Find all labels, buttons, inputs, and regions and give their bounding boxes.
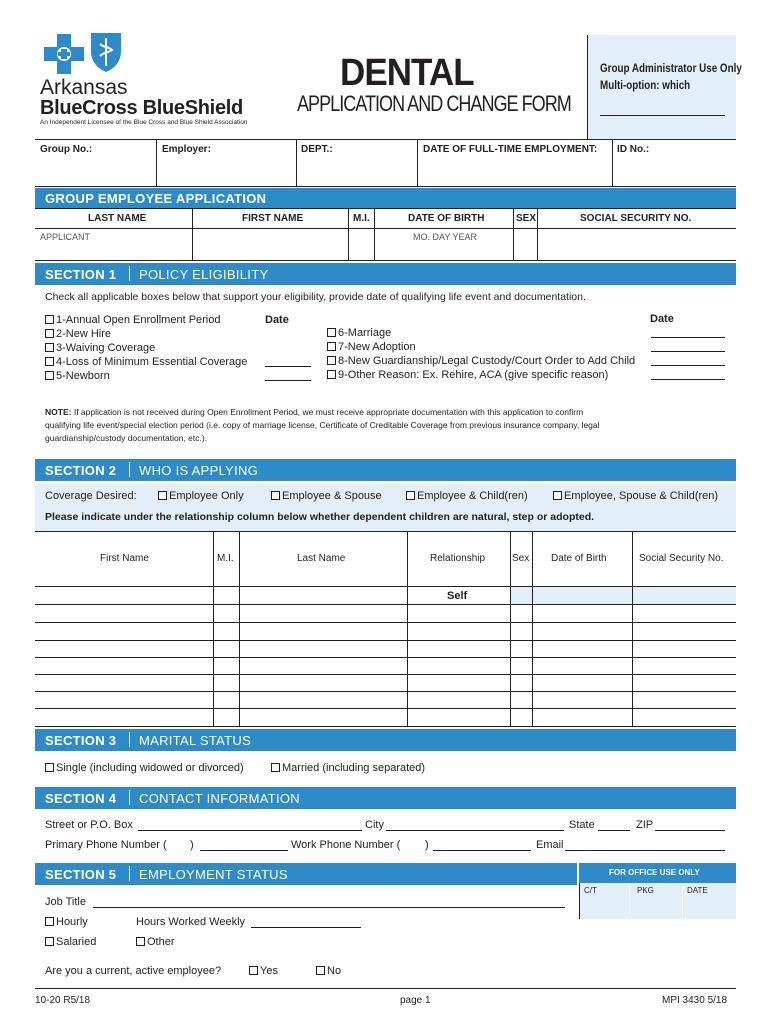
dep-col-dob: Date of Birth xyxy=(551,553,607,564)
coverage-label: Coverage Desired: xyxy=(45,490,137,502)
form-title: DENTAL xyxy=(340,52,474,94)
eligibility-option-9-label: 9-Other Reason: Ex. Rehire, ACA (give specific reason) xyxy=(338,369,609,381)
divider xyxy=(296,139,297,186)
eligibility-option-4-label: 4-Loss of Minimum Essential Coverage xyxy=(56,356,248,368)
rule xyxy=(35,208,736,209)
checkbox[interactable] xyxy=(45,917,54,926)
rule xyxy=(129,866,130,881)
admin-box xyxy=(587,35,742,139)
eligibility-option-6-label: 6-Marriage xyxy=(338,327,392,339)
note-line-0 xyxy=(45,406,735,419)
section2-num: SECTION 2 xyxy=(45,463,117,478)
primary-paren-close: ) xyxy=(190,839,194,851)
section2-title: WHO IS APPLYING xyxy=(139,463,259,478)
city-label: City xyxy=(365,819,384,831)
zip-label: ZIP xyxy=(636,819,654,831)
self-ssn-shade xyxy=(510,587,736,604)
checkbox[interactable] xyxy=(316,966,325,975)
rule xyxy=(129,462,130,477)
zip-field[interactable] xyxy=(655,830,725,831)
checkbox[interactable] xyxy=(158,491,167,500)
coverage-employee-spouse[interactable] xyxy=(271,490,382,502)
hourly-label: Hourly xyxy=(56,916,88,928)
eligibility-option-7-label: 7-New Adoption xyxy=(338,341,416,353)
rule xyxy=(35,726,736,727)
primary-phone-label: Primary Phone Number ( xyxy=(45,839,167,851)
checkbox[interactable] xyxy=(327,370,336,379)
employee-app-header xyxy=(35,188,736,208)
rule xyxy=(129,266,130,281)
employer-label: Employer: xyxy=(162,144,211,155)
divider xyxy=(213,531,214,726)
hours-worked-label: Hours Worked Weekly xyxy=(136,916,246,928)
divider xyxy=(348,208,349,260)
divider xyxy=(417,139,418,186)
col-ssn: SOCIAL SECURITY NO. xyxy=(580,213,692,224)
date-employment-label: DATE OF FULL-TIME EMPLOYMENT: xyxy=(423,144,598,155)
group-no-label: Group No.: xyxy=(40,144,93,155)
state-field[interactable] xyxy=(598,830,630,831)
salaried-label: Salaried xyxy=(56,936,97,948)
eligibility-option-4[interactable] xyxy=(45,356,247,368)
marital-married[interactable] xyxy=(271,762,425,774)
rule xyxy=(35,708,736,709)
section3-header xyxy=(35,729,736,751)
other-option[interactable] xyxy=(136,936,175,948)
group-row-bottom xyxy=(35,186,736,187)
eligibility-option-3-label: 3-Waiving Coverage xyxy=(56,342,156,354)
dep-col-relationship: Relationship xyxy=(430,553,486,564)
rule xyxy=(35,640,736,641)
marital-single-label: Single (including widowed or divorced) xyxy=(56,762,244,774)
checkbox[interactable] xyxy=(327,328,336,337)
section4-title: CONTACT INFORMATION xyxy=(139,791,300,806)
salaried-option[interactable] xyxy=(45,936,96,948)
checkbox[interactable] xyxy=(136,937,145,946)
job-title-field[interactable] xyxy=(93,907,565,908)
street-field[interactable] xyxy=(138,830,362,831)
coverage-employee-only-label: Employee Only xyxy=(169,490,244,502)
section3-num: SECTION 3 xyxy=(45,733,117,748)
date-field-6[interactable] xyxy=(651,337,725,338)
checkbox[interactable] xyxy=(271,763,280,772)
self-label: Self xyxy=(447,590,468,602)
checkbox[interactable] xyxy=(271,491,280,500)
eligibility-option-8-label: 8-New Guardianship/Legal Custody/Court Order to Add Child xyxy=(338,355,636,367)
footer-form-code: 10-20 R5/18 xyxy=(35,995,91,1006)
active-yes-option[interactable] xyxy=(249,965,278,977)
coverage-employee-only[interactable] xyxy=(158,490,244,502)
office-use-fields xyxy=(579,883,736,919)
date-label-right: Date xyxy=(650,313,674,325)
logo-state: Arkansas xyxy=(40,76,128,99)
rule xyxy=(35,260,736,261)
divider xyxy=(407,531,408,726)
hours-worked-field[interactable] xyxy=(251,927,361,928)
admin-line2: Multi-option: which xyxy=(600,78,691,92)
checkbox[interactable] xyxy=(45,937,54,946)
checkbox[interactable] xyxy=(45,315,54,324)
dob-hint: MO. DAY YEAR xyxy=(413,232,478,242)
divider xyxy=(632,531,633,726)
section3-title: MARITAL STATUS xyxy=(139,733,252,748)
admin-field[interactable] xyxy=(600,115,725,116)
date-field-9[interactable] xyxy=(651,379,725,380)
marital-single[interactable] xyxy=(45,762,244,774)
date-field-4[interactable] xyxy=(265,366,311,367)
bcbs-logo xyxy=(38,28,268,128)
divider xyxy=(156,139,157,186)
note-line-1: qualifying life event/special election period (i.e. copy of marriage license, Certificate of Creditable Coverage from previous insurance company, legal xyxy=(45,420,600,430)
form-subtitle: APPLICATION AND CHANGE FORM xyxy=(297,91,571,116)
divider xyxy=(374,208,375,260)
footer-rule xyxy=(35,988,736,989)
checkbox[interactable] xyxy=(45,343,54,352)
rule xyxy=(35,228,736,229)
divider xyxy=(537,208,538,260)
blue-shield-icon xyxy=(88,30,124,74)
marital-married-label: Married (including separated) xyxy=(282,762,426,774)
note-line-2: guardianship/custody documentation, etc.). xyxy=(45,433,208,443)
checkbox[interactable] xyxy=(249,966,258,975)
dep-col-sex: Sex xyxy=(512,553,530,564)
job-title-label: Job Title xyxy=(45,896,86,908)
col-dob: DATE OF BIRTH xyxy=(408,213,485,224)
divider xyxy=(612,139,613,186)
work-phone-field[interactable] xyxy=(433,850,531,851)
blue-cross-icon xyxy=(42,32,86,76)
hourly-option[interactable] xyxy=(45,916,88,928)
divider xyxy=(239,531,240,726)
eligibility-option-6[interactable] xyxy=(327,327,391,339)
id-no-label: ID No.: xyxy=(617,144,650,155)
dep-col-ssn: Social Security No. xyxy=(639,553,724,564)
logo-name: BlueCross BlueShield xyxy=(40,97,243,119)
date-label-left: Date xyxy=(265,314,289,326)
office-use-box xyxy=(579,863,736,919)
group-row-top xyxy=(35,139,736,140)
col-sex: SEX xyxy=(516,213,537,224)
divider xyxy=(192,208,193,260)
dep-col-mi: M.I. xyxy=(217,553,234,564)
city-field[interactable] xyxy=(386,830,564,831)
checkbox[interactable] xyxy=(327,356,336,365)
admin-line1: Group Administrator Use Only xyxy=(600,61,742,75)
street-label: Street or P.O. Box xyxy=(45,819,133,831)
coverage-employee-spouse-label: Employee & Spouse xyxy=(282,490,382,502)
logo-tagline: An Independent Licensee of the Blue Cross and Blue Shield Association xyxy=(40,119,248,126)
footer-page-number: page 1 xyxy=(400,995,431,1006)
active-yes-label: Yes xyxy=(260,965,278,977)
work-paren-close: ) xyxy=(425,839,429,851)
eligibility-option-2[interactable] xyxy=(45,328,111,340)
employee-app-title: GROUP EMPLOYEE APPLICATION xyxy=(45,191,267,206)
coverage-family-label: Employee, Spouse & Child(ren) xyxy=(564,490,719,502)
date-field-7[interactable] xyxy=(651,351,725,352)
divider xyxy=(682,883,683,919)
dept-label: DEPT.: xyxy=(301,144,333,155)
rule xyxy=(35,622,736,623)
eligibility-option-1-label: 1-Annual Open Enrollment Period xyxy=(56,314,221,326)
divider xyxy=(510,531,511,726)
state-label: State xyxy=(569,819,595,831)
divider xyxy=(629,883,630,919)
eligibility-option-1[interactable] xyxy=(45,314,220,326)
section5-num: SECTION 5 xyxy=(45,867,117,882)
dep-col-first: First Name xyxy=(100,553,149,564)
office-ct: C/T xyxy=(584,886,597,895)
coverage-employee-children-label: Employee & Child(ren) xyxy=(417,490,528,502)
divider xyxy=(579,883,580,919)
primary-area-code-field[interactable] xyxy=(173,850,190,851)
date-field-8[interactable] xyxy=(651,365,725,366)
eligibility-option-9[interactable] xyxy=(327,369,608,381)
rule xyxy=(35,691,736,692)
checkbox[interactable] xyxy=(45,763,54,772)
relationship-instruction: Please indicate under the relationship column below whether dependent children are natural, step or adopted. xyxy=(45,511,595,523)
eligibility-option-5[interactable] xyxy=(45,370,110,382)
date-field-5[interactable] xyxy=(265,380,311,381)
note-text-0: If application is not received during Open Enrollment Period, we must receive appropriate documentation with this application to confirm xyxy=(73,407,584,417)
rule xyxy=(129,790,130,805)
active-employee-question: Are you a current, active employee? xyxy=(45,965,222,977)
rule xyxy=(35,531,736,532)
section2-header xyxy=(35,459,736,481)
divider xyxy=(532,531,533,726)
checkbox[interactable] xyxy=(553,491,562,500)
active-no-option[interactable] xyxy=(316,965,341,977)
col-first-name: FIRST NAME xyxy=(242,213,304,224)
office-use-title: FOR OFFICE USE ONLY xyxy=(609,868,700,877)
rule xyxy=(35,604,736,605)
section4-header xyxy=(35,787,736,809)
section1-intro: Check all applicable boxes below that support your eligibility, provide date of qualifying life event and documentation. xyxy=(45,291,586,303)
note-label: NOTE: xyxy=(45,407,72,417)
section4-num: SECTION 4 xyxy=(45,791,117,806)
rule xyxy=(35,674,736,675)
coverage-family[interactable] xyxy=(553,490,718,502)
checkbox[interactable] xyxy=(45,371,54,380)
section5-header xyxy=(35,863,577,885)
checkbox[interactable] xyxy=(406,491,415,500)
office-date: DATE xyxy=(687,886,708,895)
eligibility-option-2-label: 2-New Hire xyxy=(56,328,112,340)
divider xyxy=(513,208,514,260)
eligibility-option-5-label: 5-Newborn xyxy=(56,370,110,382)
col-last-name: LAST NAME xyxy=(88,213,147,224)
checkbox[interactable] xyxy=(327,342,336,351)
section1-note xyxy=(45,406,735,445)
rule xyxy=(35,657,736,658)
work-phone-label: Work Phone Number ( xyxy=(291,839,401,851)
footer-mpi-code: MPI 3430 5/18 xyxy=(662,995,728,1006)
email-field[interactable] xyxy=(565,850,725,851)
section1-header xyxy=(35,263,736,285)
office-pkg: PKG xyxy=(637,886,654,895)
col-mi: M.I. xyxy=(353,213,370,224)
section5-title: EMPLOYMENT STATUS xyxy=(139,867,288,882)
checkbox[interactable] xyxy=(45,329,54,338)
email-label: Email xyxy=(536,839,564,851)
active-no-label: No xyxy=(327,965,342,977)
other-label: Other xyxy=(147,936,175,948)
eligibility-option-7[interactable] xyxy=(327,341,416,353)
eligibility-option-8[interactable] xyxy=(327,355,635,367)
dep-col-last: Last Name xyxy=(297,553,346,564)
primary-phone-field[interactable] xyxy=(200,850,288,851)
checkbox[interactable] xyxy=(45,357,54,366)
coverage-employee-children[interactable] xyxy=(406,490,528,502)
section1-title: POLICY ELIGIBILITY xyxy=(139,267,269,282)
eligibility-option-3[interactable] xyxy=(45,342,155,354)
section1-num: SECTION 1 xyxy=(45,267,117,282)
rule xyxy=(129,732,130,747)
applicant-label: APPLICANT xyxy=(40,232,91,242)
